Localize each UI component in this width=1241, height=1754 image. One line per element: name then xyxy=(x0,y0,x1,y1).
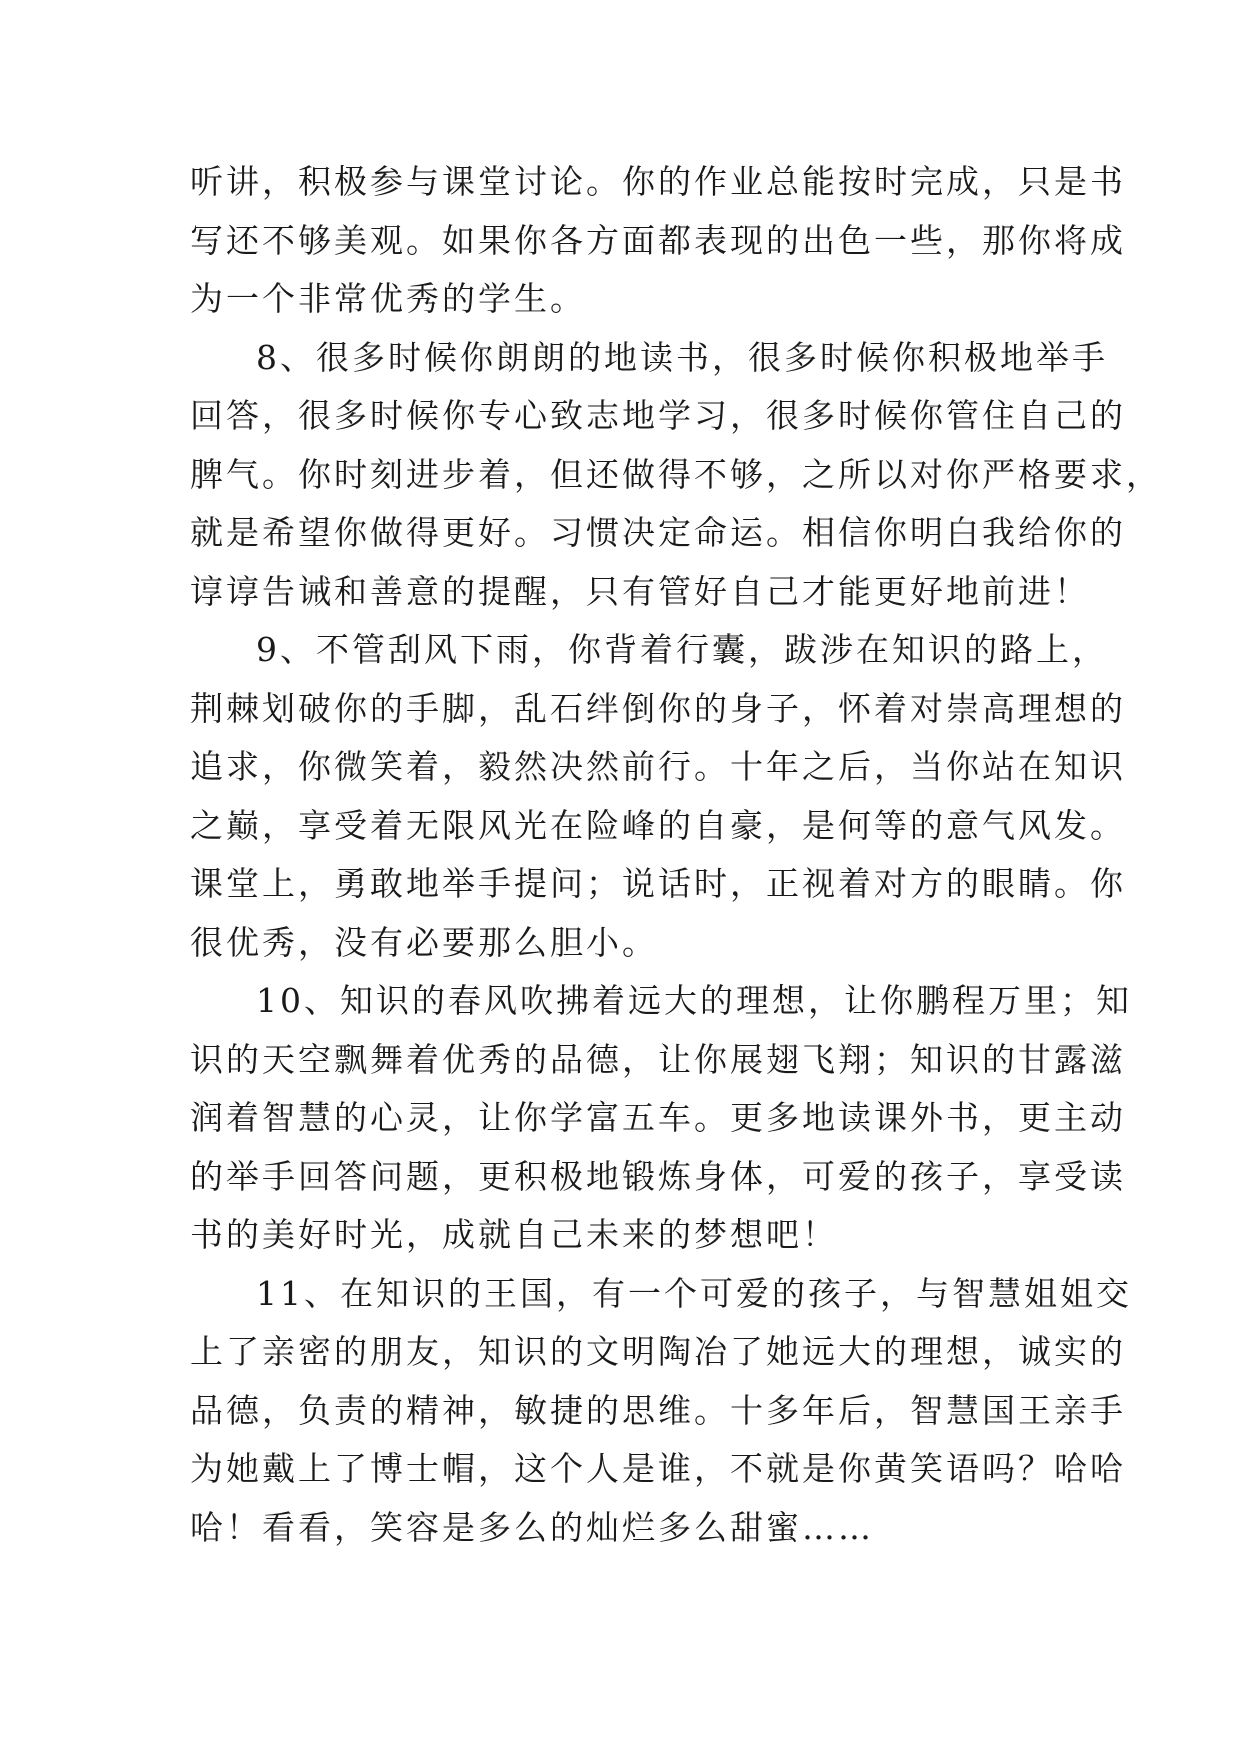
text-line: 为一个非常优秀的学生。 xyxy=(190,279,586,318)
text-line: 为她戴上了博士帽，这个人是谁，不就是你黄笑语吗？哈哈 xyxy=(190,1449,1126,1488)
document-body xyxy=(190,153,1162,1557)
paragraph-9-start: 9、不管刮风下雨，你背着行囊，跋涉在知识的路上， xyxy=(256,630,1108,669)
text-line: 脾气。你时刻进步着，但还做得不够，之所以对你严格要求， xyxy=(190,454,1162,494)
text-line: 品德，负责的精神，敏捷的思维。十多年后，智慧国王亲手 xyxy=(190,1390,1126,1430)
text-line: 上了亲密的朋友，知识的文明陶冶了她远大的理想，诚实的 xyxy=(190,1332,1126,1371)
text-line: 哈！看看，笑容是多么的灿烂多么甜蜜…… xyxy=(190,1507,874,1547)
text-line: 课堂上，勇敢地举手提问；说话时，正视着对方的眼睛。你 xyxy=(190,864,1126,903)
text-line: 很优秀，没有必要那么胆小。 xyxy=(190,922,658,962)
text-line: 追求，你微笑着，毅然决然前行。十年之后，当你站在知识 xyxy=(190,747,1126,786)
text-line: 之巅，享受着无限风光在险峰的自豪，是何等的意气风发。 xyxy=(190,805,1126,845)
text-line: 听讲，积极参与课堂讨论。你的作业总能按时完成，只是书 xyxy=(190,162,1126,201)
text-line: 谆谆告诫和善意的提醒，只有管好自己才能更好地前进！ xyxy=(190,571,1090,611)
paragraph-11-start: 11、在知识的王国，有一个可爱的孩子，与智慧姐姐交 xyxy=(256,1273,1132,1313)
paragraph-8-start: 8、很多时候你朗朗的地读书，很多时候你积极地举手 xyxy=(256,337,1108,377)
text-line: 回答，很多时候你专心致志地学习，很多时候你管住自己的 xyxy=(190,396,1126,435)
paragraph-10-start: 10、知识的春风吹拂着远大的理想，让你鹏程万里；知 xyxy=(256,981,1132,1020)
text-line: 写还不够美观。如果你各方面都表现的出色一些，那你将成 xyxy=(190,220,1126,260)
text-line: 的举手回答问题，更积极地锻炼身体，可爱的孩子，享受读 xyxy=(190,1156,1126,1196)
text-line: 润着智慧的心灵，让你学富五车。更多地读课外书，更主动 xyxy=(190,1098,1126,1137)
text-line: 荆棘划破你的手脚，乱石绊倒你的身子，怀着对崇高理想的 xyxy=(190,688,1126,728)
text-line: 书的美好时光，成就自己未来的梦想吧！ xyxy=(190,1215,838,1254)
text-line: 就是希望你做得更好。习惯决定命运。相信你明白我给你的 xyxy=(190,513,1126,552)
text-line: 识的天空飘舞着优秀的品德，让你展翅飞翔；知识的甘露滋 xyxy=(190,1039,1126,1079)
